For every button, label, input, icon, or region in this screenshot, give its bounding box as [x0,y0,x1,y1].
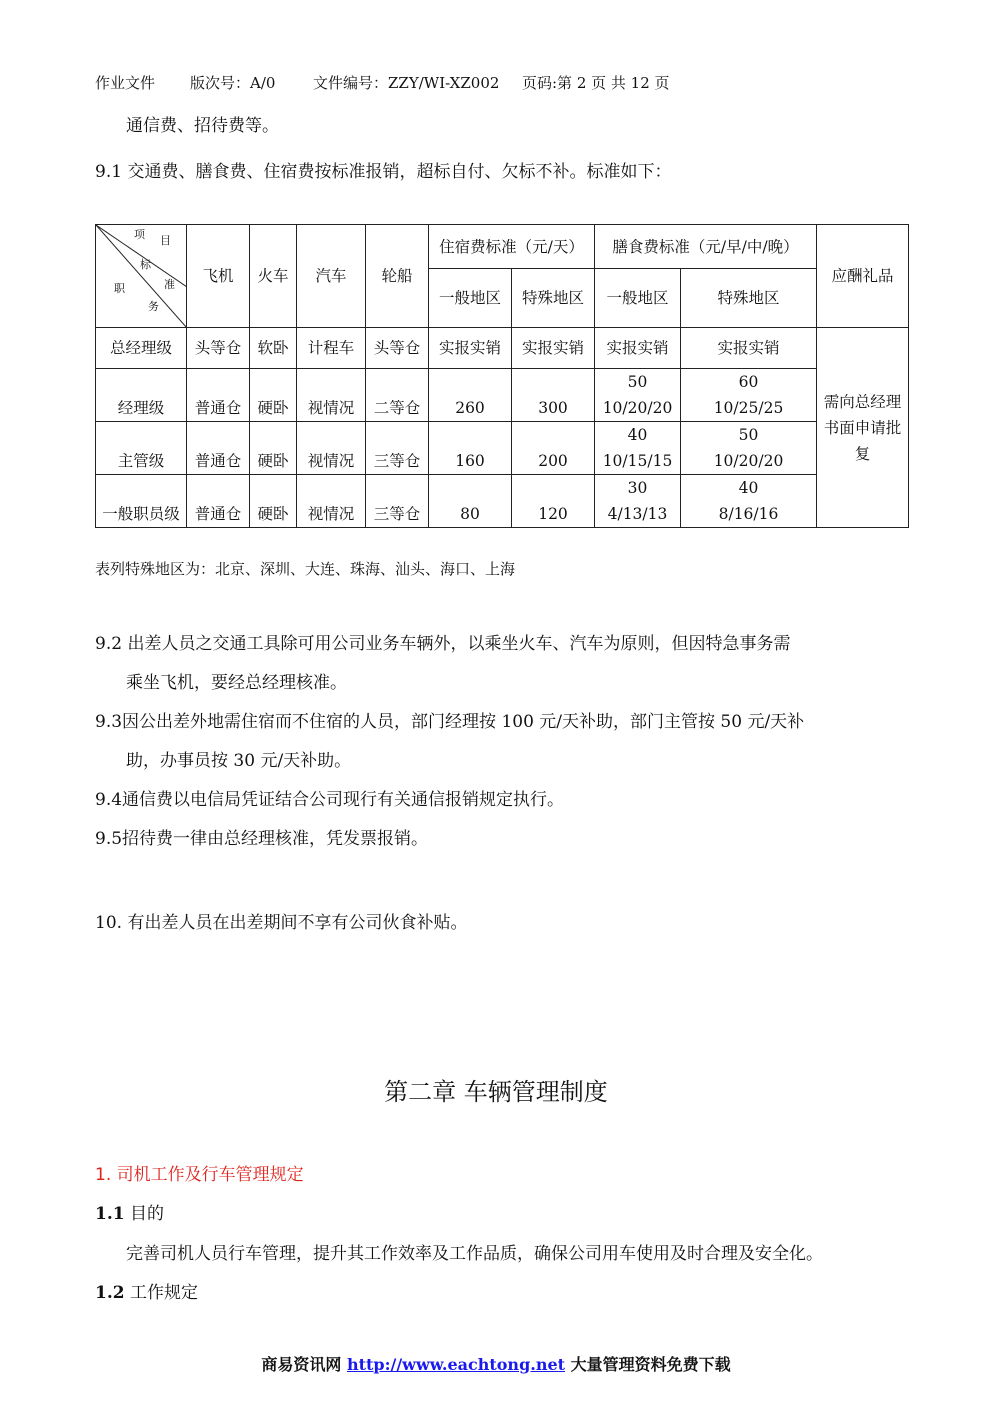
cell-plane: 普通仓 [187,422,250,475]
cell-train: 硬卧 [250,369,297,422]
cell-lodge-normal: 260 [429,369,512,422]
cell-ship: 二等仓 [366,369,429,422]
cell-ship: 三等仓 [366,475,429,528]
footer-site: 商易资讯网 [261,1355,342,1374]
cell-plane: 头等仓 [187,328,250,369]
section-title: 目的 [129,1204,164,1224]
special-region-note: 表列特殊地区为：北京、深圳、大连、珠海、汕头、海口、上海 [95,560,516,578]
cell-plane: 普通仓 [187,369,250,422]
meal-breakdown: 10/20/20 [713,452,784,470]
corner-diagonal-cell [96,225,187,328]
header-version: 版次号：A/0 [190,74,276,92]
cell-meal-normal [595,369,681,422]
meal-total: 50 [627,373,648,391]
meal-breakdown: 10/25/25 [713,399,784,417]
sub-meal-special: 特殊地区 [681,269,817,328]
cell-gift-note [817,328,909,528]
intro-line: 通信费、招待费等。 [126,116,279,136]
col-plane: 飞机 [187,225,250,328]
cell-plane: 普通仓 [187,475,250,528]
chapter-title: 第二章 车辆管理制度 [384,1078,608,1106]
section-1-1-body: 完善司机人员行车管理，提升其工作效率及工作品质，确保公司用车使用及时合理及安全化。 [126,1244,823,1264]
footer-tail: 大量管理资料免费下载 [570,1355,731,1374]
cell-meal-special [681,422,817,475]
cell-meal-normal: 实报实销 [595,328,681,369]
corner-label-std1: 标 [140,258,151,271]
section-title: 工作规定 [129,1283,198,1303]
gift-note-line-2: 书面申请批 [823,418,902,437]
sub-lodging-normal: 一般地区 [429,269,512,328]
col-meal: 膳食费标准（元/早/中/晚） [595,225,817,269]
travel-standards-table [95,224,909,528]
col-lodging: 住宿费标准（元/天） [429,225,595,269]
gift-note-line-3: 复 [854,444,871,463]
table-row [96,475,909,528]
section-number: 1.2 [95,1283,125,1303]
cell-lodge-special: 实报实销 [512,328,595,369]
cell-train: 软卧 [250,328,297,369]
para-9-2-line1: 9.2 出差人员之交通工具除可用公司业务车辆外，以乘坐火车、汽车为原则，但因特急事务需 [95,634,791,654]
meal-breakdown: 4/13/13 [607,505,668,523]
meal-breakdown: 8/16/16 [718,505,779,523]
meal-total: 30 [627,479,648,497]
meal-total: 50 [738,426,759,444]
header-doc-no: 文件编号：ZZY/WI-XZ002 [313,74,500,92]
sub-meal-normal: 一般地区 [595,269,681,328]
para-9-4: 9.4通信费以电信局凭证结合公司现行有关通信报销规定执行。 [95,790,565,810]
meal-total: 40 [738,479,759,497]
cell-meal-special [681,369,817,422]
para-10: 10. 有出差人员在出差期间不享有公司伙食补贴。 [95,913,468,933]
para-9-5: 9.5招待费一律由总经理核准，凭发票报销。 [95,829,429,849]
table-row [96,328,909,369]
cell-role: 一般职员级 [96,475,187,528]
cell-lodge-special: 120 [512,475,595,528]
cell-train: 硬卧 [250,422,297,475]
corner-label-item1: 项 [134,228,145,241]
meal-breakdown: 10/15/15 [602,452,673,470]
meal-breakdown: 10/20/20 [602,399,673,417]
meal-total: 40 [627,426,648,444]
gift-note-line-1: 需向总经理 [823,392,902,411]
cell-meal-normal [595,475,681,528]
cell-train: 硬卧 [250,475,297,528]
cell-role: 总经理级 [96,328,187,369]
cell-lodge-normal: 80 [429,475,512,528]
header-page: 页码:第 2 页 共 12 页 [522,74,670,92]
col-ship: 轮船 [366,225,429,328]
section-1-2-heading [95,1278,198,1303]
cell-meal-normal [595,422,681,475]
corner-label-role1: 职 [114,282,125,295]
col-train: 火车 [250,225,297,328]
corner-label-std2: 准 [164,278,175,291]
para-9-3-line2: 助，办事员按 30 元/天补助。 [126,751,352,771]
cell-bus: 视情况 [297,369,366,422]
cell-lodge-special: 300 [512,369,595,422]
sub-lodging-special: 特殊地区 [512,269,595,328]
col-bus: 汽车 [297,225,366,328]
cell-lodge-normal: 160 [429,422,512,475]
table-row [96,422,909,475]
footer [0,1352,992,1375]
section-1-1-heading [95,1199,164,1224]
para-9-2-line2: 乘坐飞机，要经总经理核准。 [126,673,347,693]
cell-lodge-normal: 实报实销 [429,328,512,369]
section-1-title: 1. 司机工作及行车管理规定 [95,1165,304,1185]
corner-label-role2: 务 [148,300,159,313]
cell-bus: 视情况 [297,422,366,475]
header-doc-type: 作业文件 [95,74,156,92]
cell-ship: 头等仓 [366,328,429,369]
para-9-1: 9.1 交通费、膳食费、住宿费按标准报销，超标自付、欠标不补。标准如下： [95,162,672,182]
cell-role: 经理级 [96,369,187,422]
table-row [96,369,909,422]
cell-bus: 视情况 [297,475,366,528]
section-number: 1.1 [95,1204,125,1224]
cell-ship: 三等仓 [366,422,429,475]
cell-lodge-special: 200 [512,422,595,475]
meal-total: 60 [738,373,759,391]
para-9-3-line1: 9.3因公出差外地需住宿而不住宿的人员，部门经理按 100 元/天补助，部门主管按 50 元/天补 [95,712,805,732]
col-gift: 应酬礼品 [817,225,909,328]
cell-bus: 计程车 [297,328,366,369]
cell-meal-special: 实报实销 [681,328,817,369]
footer-link[interactable]: http://www.eachtong.net [346,1355,566,1374]
corner-label-item2: 目 [160,234,171,247]
cell-meal-special [681,475,817,528]
cell-role: 主管级 [96,422,187,475]
